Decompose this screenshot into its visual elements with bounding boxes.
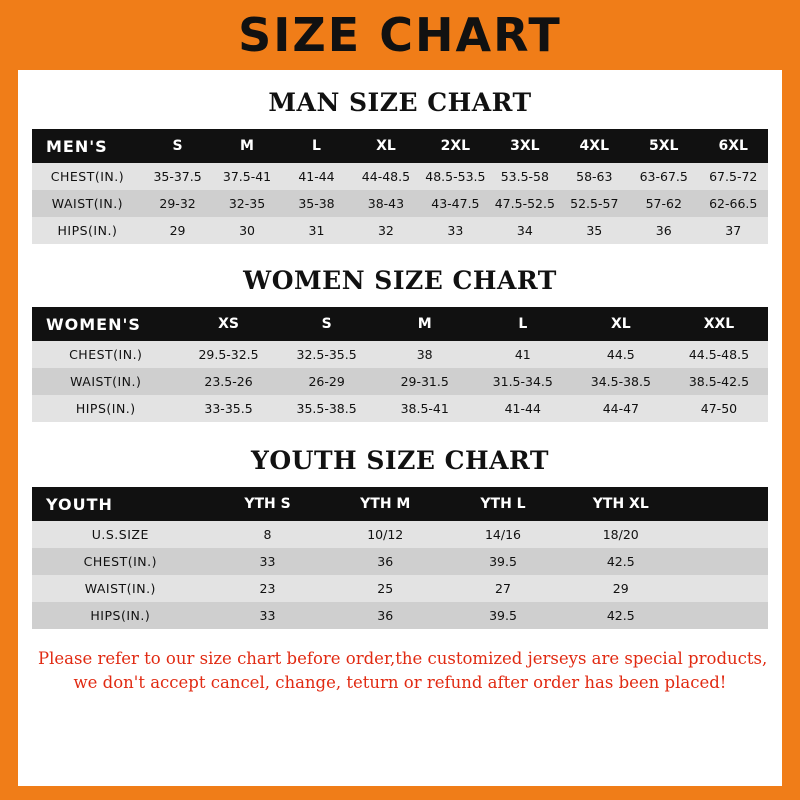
table-header-cell: 3XL	[510, 138, 540, 154]
table-header-cell: S	[321, 316, 332, 332]
table-cell: 18/20	[602, 527, 639, 542]
table-row	[32, 575, 768, 602]
table-cell: HIPS(IN.)	[75, 401, 136, 416]
table-cell: 33	[259, 554, 276, 569]
table-cell: CHEST(IN.)	[69, 347, 143, 362]
table-header-row	[32, 487, 768, 521]
table-row	[32, 217, 768, 244]
table-cell: 31	[308, 223, 325, 238]
table-cell: 35.5-38.5	[296, 401, 357, 416]
table-cell: 38	[416, 347, 433, 362]
table-cell: 29	[612, 581, 629, 596]
table-header-row	[32, 307, 768, 341]
table-cell: WAIST(IN.)	[70, 374, 142, 389]
table-cell-spacer	[680, 548, 768, 575]
table-row	[32, 163, 768, 190]
table-row	[32, 368, 768, 395]
note-line-1: Please refer to our size chart before order,the customized jerseys are special products,	[38, 649, 768, 668]
table-cell: 32-35	[228, 196, 266, 211]
table-cell-spacer	[680, 575, 768, 602]
table-cell: 44-48.5	[361, 169, 411, 184]
table-cell: HIPS(IN.)	[57, 223, 118, 238]
banner-title: SIZE CHART	[238, 8, 562, 62]
table-cell: 36	[377, 608, 394, 623]
table-cell: 33	[259, 608, 276, 623]
table-header-spacer	[680, 487, 768, 521]
table-cell: 62-66.5	[709, 196, 758, 211]
table-cell: 35-37.5	[153, 169, 202, 184]
table-cell: CHEST(IN.)	[50, 169, 125, 184]
table-row	[32, 602, 768, 629]
table-cell: 44.5-48.5	[688, 347, 750, 362]
table-header-cell: MEN'S	[46, 136, 108, 156]
table-cell: 14/16	[484, 527, 522, 542]
table-cell: 30	[239, 223, 255, 238]
table-cell: 33	[447, 223, 464, 238]
table-header-cell: XS	[218, 316, 239, 332]
table-cell: 42.5	[606, 554, 635, 569]
table-cell: 53.5-58	[500, 169, 549, 184]
table-cell: 32.5-35.5	[296, 347, 357, 362]
table-cell: 23.5-26	[204, 374, 253, 389]
note-line-2: we don't accept cancel, change, teturn or refund after order has been placed!	[73, 672, 727, 692]
table-header-cell: YTH M	[360, 496, 411, 512]
table-header-cell: YOUTH	[46, 494, 113, 514]
table-cell: 34	[516, 223, 533, 238]
table-header-cell: YTH S	[244, 496, 291, 512]
table-cell: 27	[495, 581, 511, 596]
table-cell: 38.5-41	[400, 401, 449, 416]
table-cell: 37.5-41	[222, 169, 272, 184]
bottom-accent-bar	[0, 786, 800, 800]
table-header-cell: 4XL	[579, 138, 610, 154]
table-header-cell: XXL	[703, 316, 735, 332]
table-header-cell: 5XL	[649, 138, 679, 154]
table-row	[32, 521, 768, 548]
table-header-cell: S	[172, 138, 183, 154]
table-header-cell: YTH XL	[592, 496, 649, 512]
table-cell: 47-50	[700, 401, 738, 416]
table-row	[32, 341, 768, 368]
table-cell: 34.5-38.5	[590, 374, 651, 389]
table-header-cell: M	[240, 138, 254, 154]
table-cell: 26-29	[308, 374, 345, 389]
table-cell: WAIST(IN.)	[84, 581, 156, 596]
table-cell: 32	[377, 223, 394, 238]
table-cell: HIPS(IN.)	[90, 608, 151, 623]
table-cell: WAIST(IN.)	[51, 196, 124, 211]
women-size-table	[32, 307, 768, 422]
table-cell-spacer	[680, 521, 768, 548]
table-cell-spacer	[680, 602, 768, 629]
women-section-title: WOMEN SIZE CHART	[243, 266, 557, 295]
table-cell: 35	[586, 223, 603, 238]
table-cell: 52.5-57	[570, 196, 619, 211]
table-header-cell: M	[417, 316, 432, 332]
table-cell: 37	[725, 223, 742, 238]
order-policy-note	[32, 647, 768, 695]
table-header-cell: 6XL	[718, 138, 748, 154]
table-cell: 41	[514, 347, 531, 362]
table-cell: 38.5-42.5	[688, 374, 750, 389]
table-cell: 36	[655, 223, 672, 238]
table-header-cell: XL	[376, 138, 396, 154]
table-cell: 29.5-32.5	[198, 347, 259, 362]
table-row	[32, 395, 768, 422]
table-cell: 58-63	[576, 169, 613, 184]
table-cell: 57-62	[645, 196, 682, 211]
table-cell: 38-43	[367, 196, 405, 211]
table-cell: 29-31.5	[400, 374, 449, 389]
table-cell: 42.5	[606, 608, 635, 623]
banner	[0, 0, 800, 70]
table-cell: 25	[377, 581, 394, 596]
content	[18, 88, 782, 695]
table-cell: 67.5-72	[709, 169, 758, 184]
table-cell: 39.5	[489, 608, 517, 623]
table-cell: 47.5-52.5	[494, 196, 555, 211]
table-cell: 29	[169, 223, 186, 238]
table-cell: 43-47.5	[431, 196, 480, 211]
table-cell: 8	[263, 527, 272, 542]
youth-section-title: YOUTH SIZE CHART	[251, 446, 549, 475]
table-cell: 10/12	[367, 527, 404, 542]
youth-size-table	[32, 487, 768, 629]
table-header-cell: 2XL	[440, 138, 471, 154]
table-cell: 36	[377, 554, 394, 569]
table-cell: CHEST(IN.)	[83, 554, 157, 569]
table-cell: 31.5-34.5	[492, 374, 553, 389]
table-header-row	[32, 129, 768, 163]
table-row	[32, 548, 768, 575]
table-cell: 41-44	[504, 401, 541, 416]
table-header-cell: L	[518, 316, 528, 332]
man-section-title: MAN SIZE CHART	[268, 88, 532, 117]
table-header-cell: XL	[610, 316, 631, 332]
table-cell: 33-35.5	[204, 401, 253, 416]
table-cell: 63-67.5	[639, 169, 688, 184]
man-size-table	[32, 129, 768, 244]
table-header-cell: L	[312, 138, 321, 154]
table-cell: 39.5	[489, 554, 517, 569]
table-header-cell: WOMEN'S	[46, 314, 141, 334]
table-cell: U.S.SIZE	[91, 527, 149, 542]
table-row	[32, 190, 768, 217]
table-cell: 44-47	[602, 401, 640, 416]
table-cell: 41-44	[298, 169, 335, 184]
table-cell: 44.5	[606, 347, 635, 362]
table-cell: 35-38	[298, 196, 335, 211]
table-header-cell: YTH L	[480, 496, 526, 512]
table-cell: 23	[259, 581, 276, 596]
table-cell: 29-32	[159, 196, 196, 211]
table-cell: 48.5-53.5	[425, 169, 486, 184]
